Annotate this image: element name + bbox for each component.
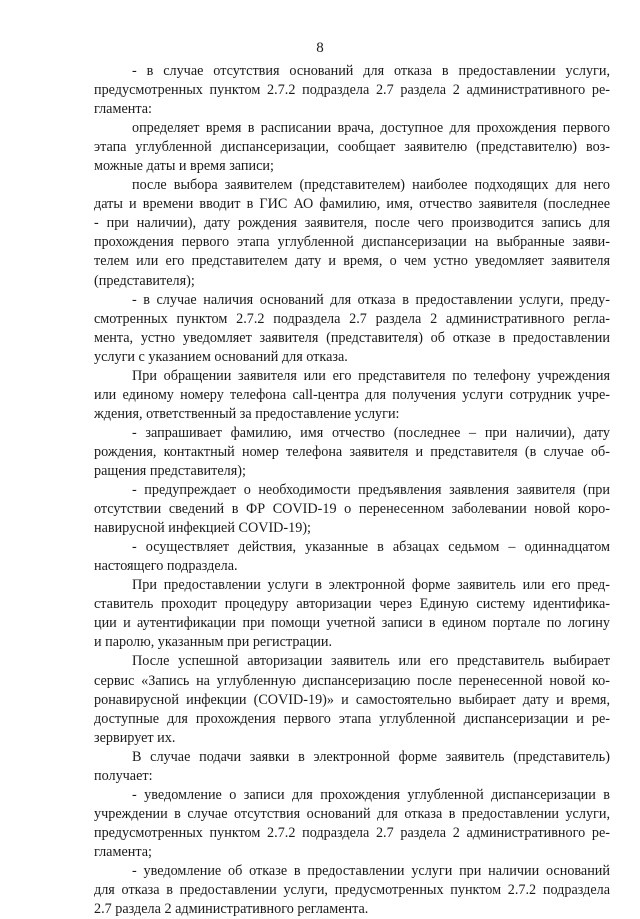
text-line: - осуществляет действия, указанные в абзацах седьмом – одиннадцатом xyxy=(132,539,610,556)
text-line: телем или его представителем дату и время, о чем устно уведомляет заявителя xyxy=(94,253,610,270)
paragraph xyxy=(94,62,610,119)
text-line: после выбора заявителем (представителем) наиболее подходящих для него xyxy=(132,177,610,194)
page-number: 8 xyxy=(316,40,324,56)
text-line: учреждении в случае отсутствия оснований для отказа в предоставлении услуги, xyxy=(94,805,610,822)
text-line: зервирует их. xyxy=(94,729,176,746)
text-line: (представителя); xyxy=(94,272,195,289)
text-line: настоящего подраздела. xyxy=(94,558,238,575)
text-line: - запрашивает фамилию, имя отчество (последнее – при наличии), дату xyxy=(132,424,610,441)
text-line: При обращении заявителя или его представителя по телефону учреждения xyxy=(132,367,610,384)
text-line: для отказа в предоставлении услуги, предусмотренных пунктом 2.7.2 подраздела xyxy=(94,882,610,899)
text-line: можные даты и время записи; xyxy=(94,158,274,175)
paragraph xyxy=(94,291,610,367)
text-line: ращения представителя); xyxy=(94,462,246,479)
text-line: сервис «Запись на углубленную диспансеризацию после перенесенной новой ко- xyxy=(94,672,610,689)
text-line: В случае подачи заявки в электронной форме заявитель (представитель) xyxy=(132,748,610,765)
text-line: - уведомление об отказе в предоставлении услуги при наличии оснований xyxy=(132,862,610,879)
text-line: При предоставлении услуги в электронной форме заявитель или его пред- xyxy=(132,577,610,594)
text-line: - уведомление о записи для прохождения углубленной диспансеризации в xyxy=(132,786,610,803)
text-line: предусмотренных пунктом 2.7.2 подраздела 2.7 раздела 2 административного ре- xyxy=(94,824,610,841)
text-line: услуги с указанием оснований для отказа. xyxy=(94,348,348,365)
paragraph xyxy=(94,576,610,652)
paragraph xyxy=(94,538,610,576)
text-line: получает: xyxy=(94,767,153,784)
text-line: ции и аутентификации при помощи учетной записи в едином портале по логину xyxy=(94,615,610,632)
text-line: смотренных пунктом 2.7.2 подраздела 2.7 раздела 2 административного регла- xyxy=(94,310,610,327)
text-line: или единому номеру телефона call-центра для получения услуги сотрудник учре- xyxy=(94,386,610,403)
paragraph xyxy=(94,119,610,176)
text-line: ставитель проходит процедуру авторизации через Единую систему идентифика- xyxy=(94,596,610,613)
paragraph xyxy=(94,862,610,919)
text-line: доступные для прохождения первого этапа углубленной диспансеризации и ре- xyxy=(94,710,610,727)
paragraph xyxy=(94,424,610,481)
text-line: - в случае наличия оснований для отказа в предоставлении услуги, преду- xyxy=(132,291,610,308)
paragraph xyxy=(94,176,610,290)
text-line: гламента: xyxy=(94,101,152,118)
text-line: мента, устно уведомляет заявителя (представителя) об отказе в предоставлении xyxy=(94,329,610,346)
text-line: отсутствии сведений в ФР COVID-19 о перенесенном заболевании новой коро- xyxy=(94,501,610,518)
text-line: - при наличии), дату рождения заявителя, после чего производится запись для xyxy=(94,215,610,232)
document-body xyxy=(94,62,610,919)
paragraph xyxy=(94,748,610,786)
text-line: - в случае отсутствия оснований для отказа в предоставлении услуги, xyxy=(132,63,610,79)
text-line: даты и времени вводит в ГИС АО фамилию, имя, отчество заявителя (последнее xyxy=(94,196,610,213)
text-line: ждения, ответственный за предоставление услуги: xyxy=(94,405,400,422)
text-line: - предупреждает о необходимости предъявления заявления заявителя (при xyxy=(132,482,610,499)
text-line: навирусной инфекцией COVID-19); xyxy=(94,520,311,537)
text-line: определяет время в расписании врача, доступное для прохождения первого xyxy=(132,120,610,137)
text-line: рождения, контактный номер телефона заявителя и представителя (в случае об- xyxy=(94,443,610,460)
text-line: гламента; xyxy=(94,843,152,860)
paragraph xyxy=(94,367,610,424)
text-line: 2.7 раздела 2 административного регламента. xyxy=(94,901,369,918)
text-line: предусмотренных пунктом 2.7.2 подраздела 2.7 раздела 2 административного ре- xyxy=(94,82,610,99)
text-line: и паролю, указанным при регистрации. xyxy=(94,634,333,651)
paragraph xyxy=(94,481,610,538)
text-line: этапа углубленной диспансеризации, сообщает заявителю (представителю) воз- xyxy=(94,139,610,156)
text-line: ронавирусной инфекции (COVID-19)» и самостоятельно выбирает дату и время, xyxy=(94,691,610,708)
paragraph xyxy=(94,652,610,747)
text-line: После успешной авторизации заявитель или его представитель выбирает xyxy=(132,653,610,670)
paragraph xyxy=(94,786,610,862)
text-line: прохождения первого этапа углубленной диспансеризации на выбранные заяви- xyxy=(94,234,610,251)
